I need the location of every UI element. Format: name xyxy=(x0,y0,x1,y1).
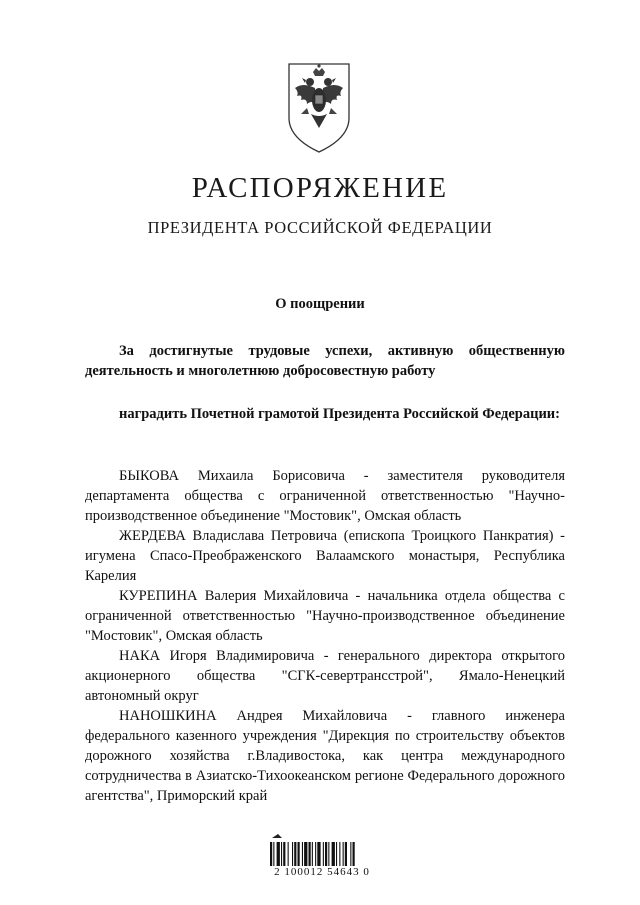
barcode-bar xyxy=(336,842,337,866)
barcode-bar xyxy=(325,842,327,866)
barcode-bar xyxy=(277,842,280,866)
barcode-bar xyxy=(323,842,324,866)
list-item: БЫКОВА Михаила Борисовича - заместителя руководителя департамента общества с ограниченной ответственностью "Научно-производственное объединение "Мостовик", Омская область xyxy=(85,468,565,524)
list-item: ЖЕРДЕВА Владислава Петровича (епископа Троицкого Панкратия) - игумена Спасо-Преображенского Валаамского монастыря, Республика Карелия xyxy=(85,528,565,584)
barcode-bar xyxy=(288,842,289,866)
barcode-bar xyxy=(328,842,329,866)
barcode-bar xyxy=(315,842,316,866)
barcode-number: 2 100012 54643 0 xyxy=(274,866,370,878)
state-emblem-icon xyxy=(285,58,353,154)
barcode-bar xyxy=(345,842,347,866)
document-heading: О поощрении xyxy=(275,296,365,312)
barcode-bar xyxy=(317,842,320,866)
barcode-bar xyxy=(292,842,293,866)
barcode-bar xyxy=(312,842,313,866)
barcode-bar xyxy=(283,842,285,866)
document-subtitle: ПРЕЗИДЕНТА РОССИЙСКОЙ ФЕДЕРАЦИИ xyxy=(147,218,493,237)
list-item: НАКА Игоря Владимировича - генерального директора открытого акционерного общества "СГК-севертрансстрой", Ямало-Ненецкий автономный округ xyxy=(85,648,565,704)
awardees-list xyxy=(85,466,565,806)
barcode-bar xyxy=(298,842,300,866)
barcode-bar xyxy=(343,842,344,866)
list-item: НАНОШКИНА Андрея Михайловича - главного инженера федерального казенного учреждения "Дирекция по строительству объектов дорожного хозяйства г.Владивостока, как центра международного сотрудничества в Азиатско-Тихоокеанском регионе Федерального дорожного агентства", Приморский край xyxy=(85,708,565,804)
preamble-paragraph xyxy=(85,341,565,381)
barcode-bar xyxy=(281,842,282,866)
barcode-bar xyxy=(302,842,303,866)
barcode-bar xyxy=(309,842,311,866)
barcode-bar xyxy=(332,842,335,866)
action-paragraph xyxy=(85,404,565,424)
barcode-bar xyxy=(273,842,274,866)
barcode-bar xyxy=(350,842,351,866)
barcode-bar xyxy=(304,842,307,866)
barcode-bar xyxy=(294,842,296,866)
barcode-bar xyxy=(270,842,272,866)
action-text: наградить Почетной грамотой Президента Российской Федерации: xyxy=(119,406,560,422)
list-item: КУРЕПИНА Валерия Михайловича - начальника отдела общества с ограниченной ответственностью "Научно-производственное объединение "Мостовик", Омская область xyxy=(85,588,565,644)
barcode-bar xyxy=(339,842,340,866)
preamble-text: За достигнутые трудовые успехи, активную общественную деятельность и многолетнюю добросовестную работу xyxy=(85,343,565,379)
barcode-bar xyxy=(353,842,355,866)
document-title: РАСПОРЯЖЕНИЕ xyxy=(191,172,449,204)
